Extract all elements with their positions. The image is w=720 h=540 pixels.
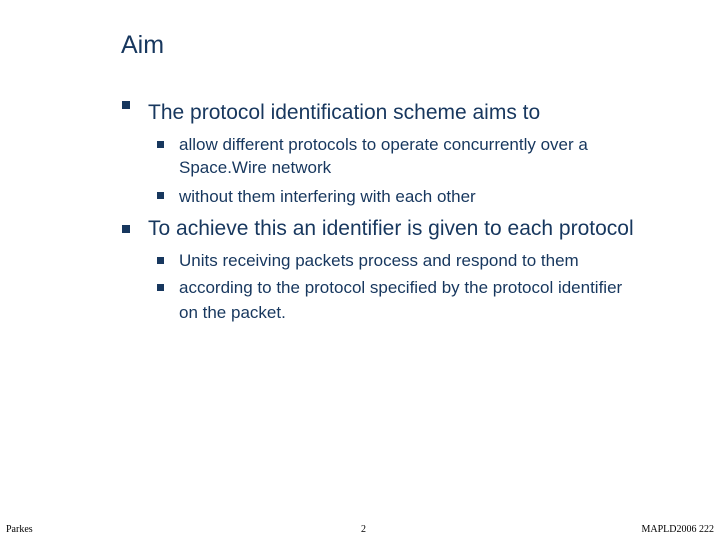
sub-bullet-item: allow different protocols to operate concurrently over a xyxy=(179,135,588,154)
sub-bullet-marker-icon xyxy=(157,192,164,199)
bullet-marker-icon xyxy=(122,225,130,233)
page-number: 2 xyxy=(361,524,366,535)
bullet-marker-icon xyxy=(122,101,130,109)
sub-bullet-item: Units receiving packets process and respond to them xyxy=(179,251,579,270)
footer-author: Parkes xyxy=(6,524,33,535)
sub-bullet-item: without them interfering with each other xyxy=(179,187,476,206)
footer-event: MAPLD2006 222 xyxy=(641,524,714,535)
bullet-item: To achieve this an identifier is given to each protocol xyxy=(148,217,634,240)
sub-bullet-marker-icon xyxy=(157,257,164,264)
sub-bullet-marker-icon xyxy=(157,284,164,291)
bullet-item: The protocol identification scheme aims to xyxy=(148,101,541,124)
sub-bullet-item-continuation: Space.Wire network xyxy=(179,158,332,177)
slide-title: Aim xyxy=(121,31,165,59)
sub-bullet-item-continuation: on the packet. xyxy=(179,303,286,322)
sub-bullet-marker-icon xyxy=(157,141,164,148)
sub-bullet-item: according to the protocol specified by the protocol identifier xyxy=(179,278,623,297)
